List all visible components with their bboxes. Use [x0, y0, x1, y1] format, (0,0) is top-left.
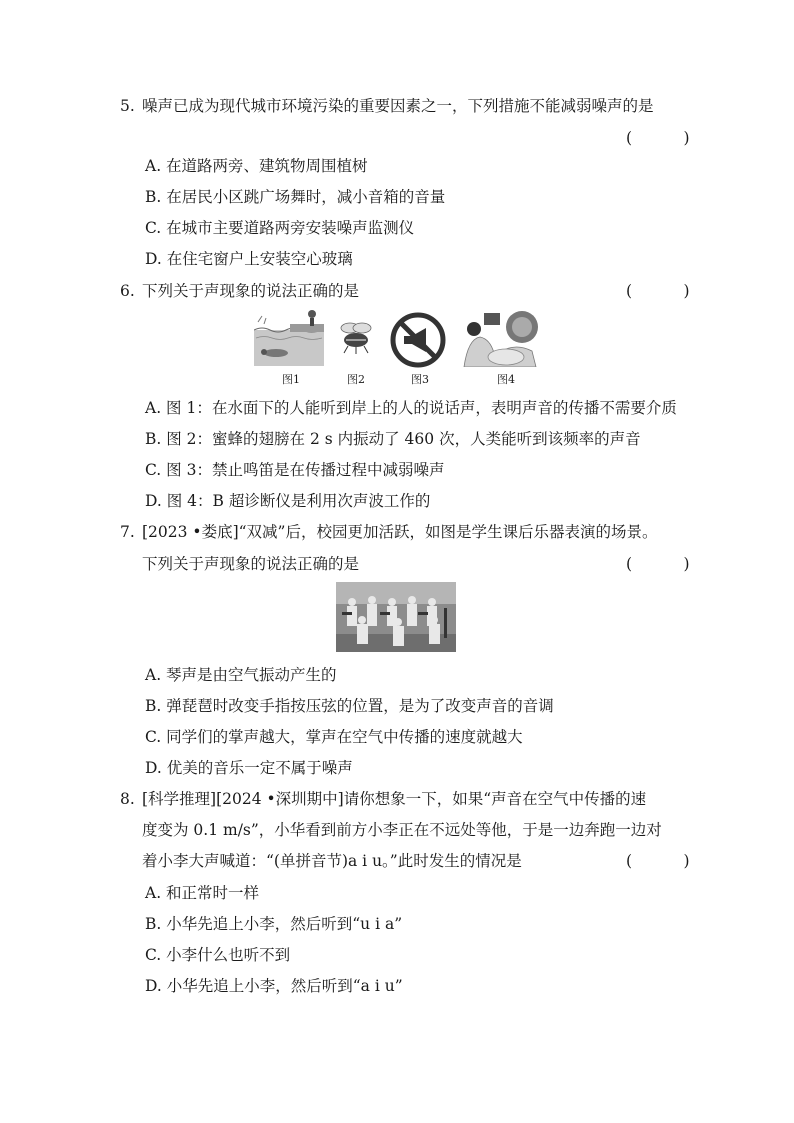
q7-stem-line-1: [2023 •娄底]“双减”后，校园更加活跃，如图是学生课后乐器表演的场景。 [142, 523, 658, 541]
q8-option-b: B. 小华先追上小李，然后听到“u i a” [145, 915, 403, 933]
q7-number: 7. [120, 523, 135, 541]
figure-3-caption: 图3 [411, 373, 429, 386]
q5-option-a: A. 在道路两旁、建筑物周围植树 [145, 157, 368, 175]
q8-option-a: A. 和正常时一样 [145, 884, 260, 902]
q8-stem-line-1: [科学推理][2024 •深圳期中]请你想象一下，如果“声音在空气中传播的速 [142, 790, 647, 808]
q8-answer-bracket: ( ) [626, 852, 708, 870]
q5-option-b: B. 在居民小区跳广场舞时，减小音箱的音量 [145, 188, 446, 206]
figure-1-underwater-listener [254, 308, 324, 366]
q5-number: 5. [120, 97, 135, 115]
figure-music-performance [336, 582, 456, 652]
q7-option-d: D. 优美的音乐一定不属于噪声 [145, 759, 353, 777]
q7-answer-bracket: ( ) [626, 555, 708, 573]
q8-stem-line-2: 度变为 0.1 m/s”，小华看到前方小李正在不远处等他，于是一边奔跑一边对 [142, 821, 662, 839]
q7-option-b: B. 弹琵琶时改变手指按压弦的位置，是为了改变声音的音调 [145, 697, 554, 715]
figure-4-ultrasound [462, 309, 540, 367]
figure-1-caption: 图1 [282, 373, 300, 386]
q7-option-c: C. 同学们的掌声越大，掌声在空气中传播的速度就越大 [145, 728, 523, 746]
figure-2-bee [336, 320, 376, 356]
figure-4-caption: 图4 [497, 373, 515, 386]
q6-option-c: C. 图 3：禁止鸣笛是在传播过程中减弱噪声 [145, 461, 445, 479]
figure-2-caption: 图2 [347, 373, 365, 386]
q5-answer-bracket: ( ) [626, 129, 708, 147]
q5-option-d: D. 在住宅窗户上安装空心玻璃 [145, 250, 353, 268]
q8-option-c: C. 小李什么也听不到 [145, 946, 291, 964]
q8-option-d: D. 小华先追上小李，然后听到“a i u” [145, 977, 403, 995]
q5-stem: 噪声已成为现代城市环境污染的重要因素之一，下列措施不能减弱噪声的是 [142, 97, 654, 115]
q8-stem-line-3: 着小李大声喊道：“(单拼音节)a i u。”此时发生的情况是 [142, 852, 522, 870]
q6-option-a: A. 图 1：在水面下的人能听到岸上的人的说话声，表明声音的传播不需要介质 [145, 399, 677, 417]
q7-stem-line-2: 下列关于声现象的说法正确的是 [142, 555, 360, 573]
q6-stem: 下列关于声现象的说法正确的是 [142, 282, 360, 300]
q8-number: 8. [120, 790, 135, 808]
q6-option-d: D. 图 4：B 超诊断仪是利用次声波工作的 [145, 492, 431, 510]
q6-answer-bracket: ( ) [626, 282, 708, 300]
no-honking-sign-icon [390, 312, 446, 368]
q7-option-a: A. 琴声是由空气振动产生的 [145, 666, 337, 684]
q6-number: 6. [120, 282, 135, 300]
q5-option-c: C. 在城市主要道路两旁安装噪声监测仪 [145, 219, 415, 237]
q6-option-b: B. 图 2：蜜蜂的翅膀在 2 s 内振动了 460 次，人类能听到该频率的声音 [145, 430, 641, 448]
